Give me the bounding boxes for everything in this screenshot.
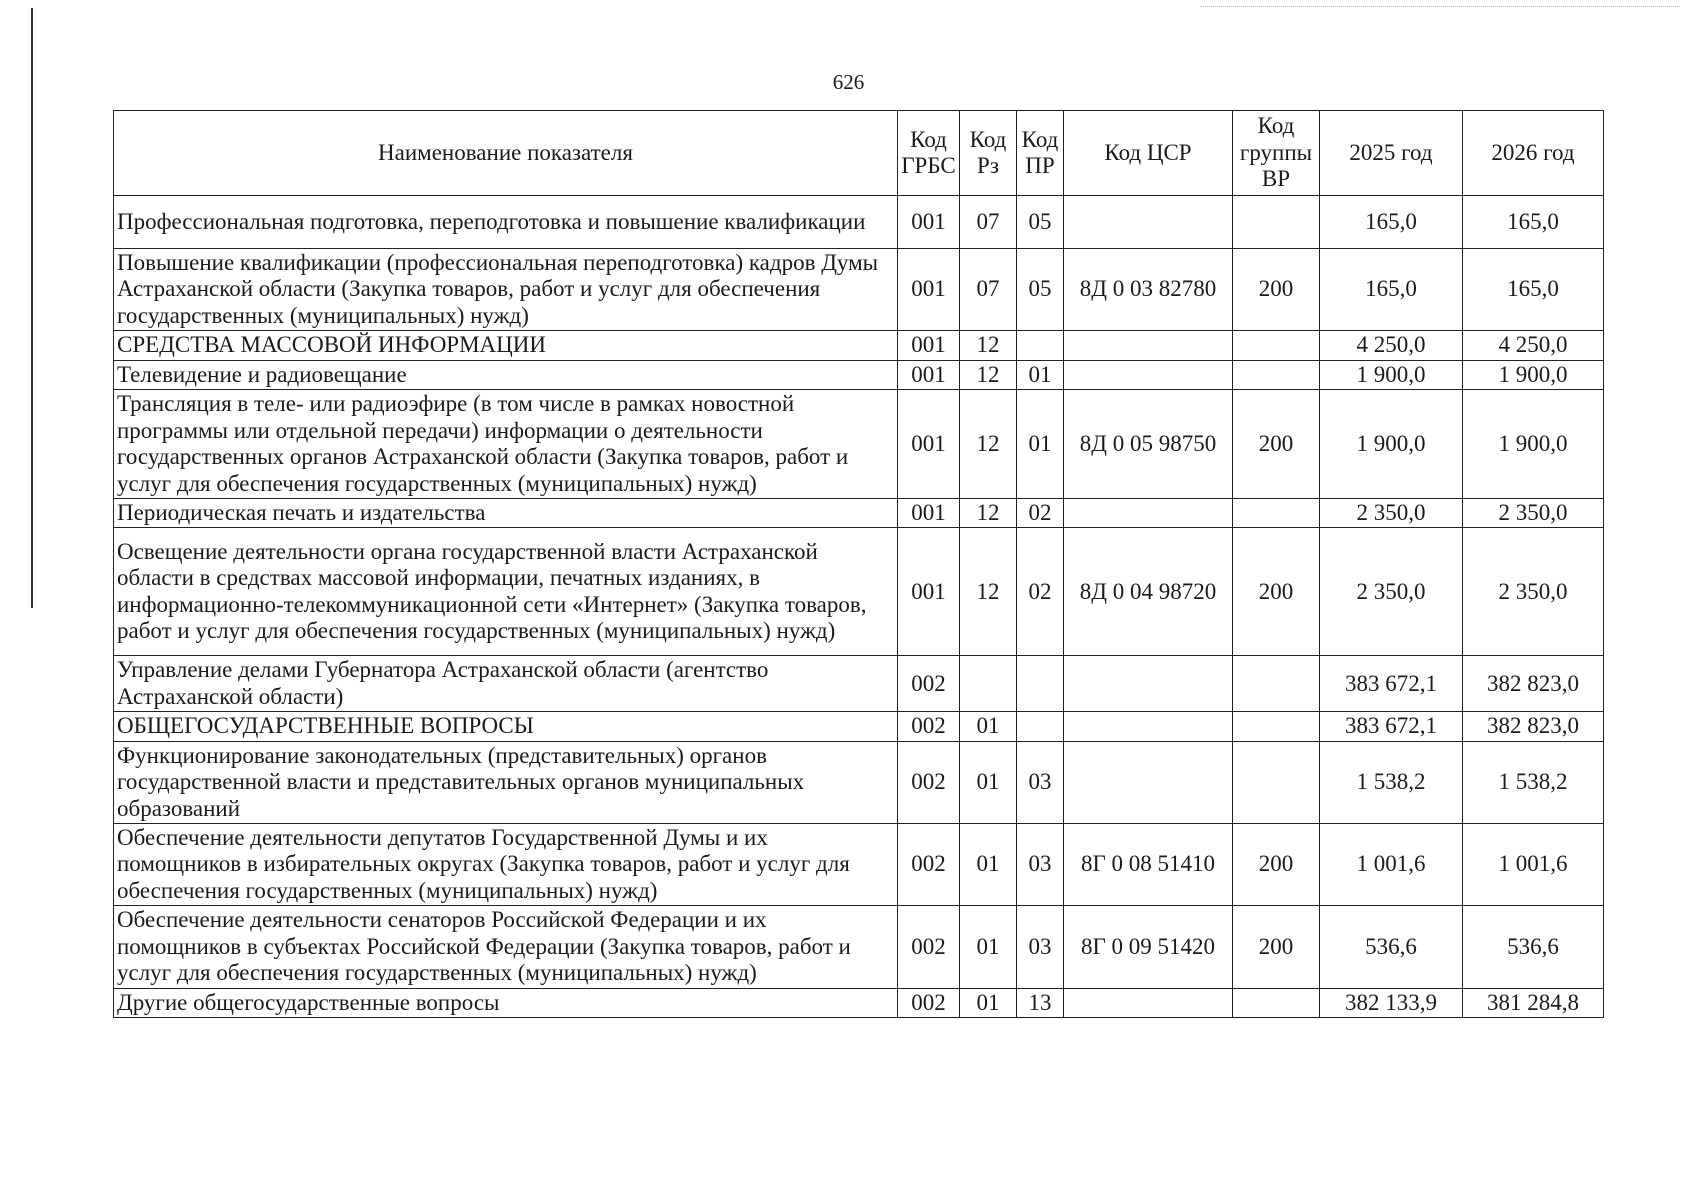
row-rz: 07 bbox=[960, 196, 1017, 249]
row-rz: 01 bbox=[960, 712, 1017, 741]
row-pr bbox=[1017, 656, 1064, 712]
row-vr: 200 bbox=[1233, 824, 1320, 906]
row-name: Управление делами Губернатора Астраханской области (агентство Астраханской области) bbox=[114, 656, 898, 712]
row-pr: 01 bbox=[1017, 390, 1064, 499]
header-grbs: Код ГРБС bbox=[898, 111, 960, 196]
row-grbs: 001 bbox=[898, 390, 960, 499]
row-2025: 165,0 bbox=[1320, 196, 1463, 249]
row-2025: 536,6 bbox=[1320, 906, 1463, 988]
row-grbs: 001 bbox=[898, 249, 960, 331]
row-name: Трансляция в теле- или радиоэфире (в том числе в рамках новостной программы или отдельной передачи) информации о деятельности государственных органов Астраханской области (Закупка товаров, работ и услуг для обеспечения государственных (муниципальных) нужд) bbox=[114, 390, 898, 499]
scan-left-edge-line bbox=[31, 8, 33, 608]
row-2026: 536,6 bbox=[1463, 906, 1604, 988]
row-grbs: 001 bbox=[898, 331, 960, 360]
row-grbs: 002 bbox=[898, 824, 960, 906]
row-vr bbox=[1233, 360, 1320, 389]
row-vr: 200 bbox=[1233, 906, 1320, 988]
row-grbs: 002 bbox=[898, 656, 960, 712]
header-name: Наименование показателя bbox=[114, 111, 898, 196]
row-pr: 05 bbox=[1017, 196, 1064, 249]
row-2025: 2 350,0 bbox=[1320, 498, 1463, 527]
table-row bbox=[114, 196, 1604, 249]
row-csr bbox=[1064, 988, 1233, 1017]
row-2025: 383 672,1 bbox=[1320, 656, 1463, 712]
row-rz bbox=[960, 656, 1017, 712]
scan-top-edge-noise bbox=[1200, 6, 1680, 8]
row-pr: 01 bbox=[1017, 360, 1064, 389]
row-vr bbox=[1233, 656, 1320, 712]
row-grbs: 002 bbox=[898, 988, 960, 1017]
row-vr bbox=[1233, 331, 1320, 360]
row-csr bbox=[1064, 656, 1233, 712]
row-csr bbox=[1064, 331, 1233, 360]
row-2025: 1 538,2 bbox=[1320, 741, 1463, 823]
row-2026: 165,0 bbox=[1463, 249, 1604, 331]
row-csr: 8Д 0 03 82780 bbox=[1064, 249, 1233, 331]
header-2025: 2025 год bbox=[1320, 111, 1463, 196]
row-2025: 1 900,0 bbox=[1320, 360, 1463, 389]
row-vr bbox=[1233, 712, 1320, 741]
row-vr: 200 bbox=[1233, 249, 1320, 331]
row-2025: 382 133,9 bbox=[1320, 988, 1463, 1017]
row-rz: 12 bbox=[960, 498, 1017, 527]
row-rz: 01 bbox=[960, 741, 1017, 823]
row-grbs: 002 bbox=[898, 906, 960, 988]
row-pr: 03 bbox=[1017, 741, 1064, 823]
row-name: Освещение деятельности органа государственной власти Астраханской области в средствах массовой информации, печатных изданиях, в информационно-телекоммуникационной сети «Интернет» (Закупка товаров, работ и услуг для обеспечения государственных (муниципальных) нужд) bbox=[114, 528, 898, 656]
row-2026: 1 001,6 bbox=[1463, 824, 1604, 906]
row-name: Обеспечение деятельности сенаторов Российской Федерации и их помощников в субъектах Российской Федерации (Закупка товаров, работ и услуг для обеспечения государственных (муниципальных) нужд) bbox=[114, 906, 898, 988]
row-name: СРЕДСТВА МАССОВОЙ ИНФОРМАЦИИ bbox=[114, 331, 898, 360]
row-csr bbox=[1064, 498, 1233, 527]
row-rz: 01 bbox=[960, 824, 1017, 906]
row-grbs: 002 bbox=[898, 712, 960, 741]
table-row bbox=[114, 656, 1604, 712]
row-name: Периодическая печать и издательства bbox=[114, 498, 898, 527]
row-rz: 12 bbox=[960, 528, 1017, 656]
row-rz: 12 bbox=[960, 390, 1017, 499]
header-vr: Код группы ВР bbox=[1233, 111, 1320, 196]
row-name: Телевидение и радиовещание bbox=[114, 360, 898, 389]
budget-table bbox=[113, 110, 1604, 1018]
row-csr: 8Д 0 05 98750 bbox=[1064, 390, 1233, 499]
row-csr bbox=[1064, 360, 1233, 389]
row-vr bbox=[1233, 741, 1320, 823]
row-csr: 8Д 0 04 98720 bbox=[1064, 528, 1233, 656]
row-vr: 200 bbox=[1233, 528, 1320, 656]
row-name: Повышение квалификации (профессиональная переподготовка) кадров Думы Астраханской области (Закупка товаров, работ и услуг для обеспечения государственных (муниципальных) нужд) bbox=[114, 249, 898, 331]
row-2026: 2 350,0 bbox=[1463, 528, 1604, 656]
row-name: Профессиональная подготовка, переподготовка и повышение квалификации bbox=[114, 196, 898, 249]
header-pr: Код ПР bbox=[1017, 111, 1064, 196]
row-2026: 165,0 bbox=[1463, 196, 1604, 249]
row-pr: 02 bbox=[1017, 528, 1064, 656]
row-grbs: 001 bbox=[898, 528, 960, 656]
row-2026: 381 284,8 bbox=[1463, 988, 1604, 1017]
table-row bbox=[114, 498, 1604, 527]
header-csr: Код ЦСР bbox=[1064, 111, 1233, 196]
row-pr bbox=[1017, 331, 1064, 360]
table-row bbox=[114, 906, 1604, 988]
row-2025: 4 250,0 bbox=[1320, 331, 1463, 360]
row-vr bbox=[1233, 498, 1320, 527]
row-csr: 8Г 0 08 51410 bbox=[1064, 824, 1233, 906]
row-pr: 02 bbox=[1017, 498, 1064, 527]
table-body bbox=[114, 196, 1604, 1018]
row-rz: 07 bbox=[960, 249, 1017, 331]
row-rz: 12 bbox=[960, 360, 1017, 389]
table-row bbox=[114, 988, 1604, 1017]
row-name: Другие общегосударственные вопросы bbox=[114, 988, 898, 1017]
row-2025: 165,0 bbox=[1320, 249, 1463, 331]
row-name: Обеспечение деятельности депутатов Государственной Думы и их помощников в избирательных округах (Закупка товаров, работ и услуг для обеспечения государственных (муниципальных) нужд) bbox=[114, 824, 898, 906]
row-vr: 200 bbox=[1233, 390, 1320, 499]
row-grbs: 001 bbox=[898, 196, 960, 249]
row-pr: 05 bbox=[1017, 249, 1064, 331]
table-row bbox=[114, 528, 1604, 656]
table-row bbox=[114, 360, 1604, 389]
row-grbs: 001 bbox=[898, 498, 960, 527]
row-2026: 4 250,0 bbox=[1463, 331, 1604, 360]
row-name: ОБЩЕГОСУДАРСТВЕННЫЕ ВОПРОСЫ bbox=[114, 712, 898, 741]
table-row bbox=[114, 331, 1604, 360]
row-2025: 1 001,6 bbox=[1320, 824, 1463, 906]
page-number: 626 bbox=[832, 70, 865, 94]
header-rz: Код Рз bbox=[960, 111, 1017, 196]
row-pr: 03 bbox=[1017, 824, 1064, 906]
header-2026: 2026 год bbox=[1463, 111, 1604, 196]
row-vr bbox=[1233, 988, 1320, 1017]
row-2026: 1 538,2 bbox=[1463, 741, 1604, 823]
table-row bbox=[114, 712, 1604, 741]
row-2026: 382 823,0 bbox=[1463, 712, 1604, 741]
row-rz: 12 bbox=[960, 331, 1017, 360]
row-vr bbox=[1233, 196, 1320, 249]
row-2026: 2 350,0 bbox=[1463, 498, 1604, 527]
row-rz: 01 bbox=[960, 988, 1017, 1017]
table-row bbox=[114, 741, 1604, 823]
row-2026: 1 900,0 bbox=[1463, 360, 1604, 389]
row-2026: 1 900,0 bbox=[1463, 390, 1604, 499]
row-rz: 01 bbox=[960, 906, 1017, 988]
row-2025: 2 350,0 bbox=[1320, 528, 1463, 656]
row-grbs: 001 bbox=[898, 360, 960, 389]
header-row bbox=[114, 111, 1604, 196]
table-row bbox=[114, 249, 1604, 331]
table-row bbox=[114, 390, 1604, 499]
row-name: Функционирование законодательных (представительных) органов государственной власти и представительных органов муниципальных образований bbox=[114, 741, 898, 823]
row-csr: 8Г 0 09 51420 bbox=[1064, 906, 1233, 988]
row-csr bbox=[1064, 712, 1233, 741]
row-pr: 03 bbox=[1017, 906, 1064, 988]
row-pr: 13 bbox=[1017, 988, 1064, 1017]
table-row bbox=[114, 824, 1604, 906]
row-csr bbox=[1064, 196, 1233, 249]
row-pr bbox=[1017, 712, 1064, 741]
row-2025: 383 672,1 bbox=[1320, 712, 1463, 741]
row-grbs: 002 bbox=[898, 741, 960, 823]
table-header bbox=[114, 111, 1604, 196]
row-2026: 382 823,0 bbox=[1463, 656, 1604, 712]
row-2025: 1 900,0 bbox=[1320, 390, 1463, 499]
row-csr bbox=[1064, 741, 1233, 823]
